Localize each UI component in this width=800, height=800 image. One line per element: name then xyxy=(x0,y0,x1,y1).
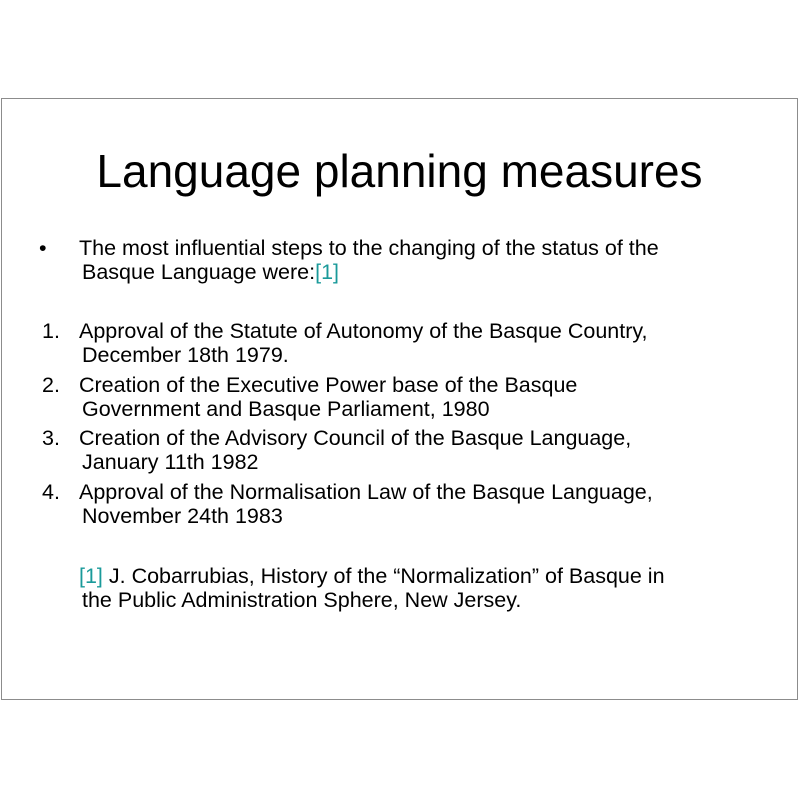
list-item-number: 1. xyxy=(42,319,60,343)
footnote-line-1: J. Cobarrubias, History of the “Normalization” of Basque in xyxy=(102,564,665,588)
intro-text xyxy=(79,236,779,284)
list-item-line-1: Approval of the Statute of Autonomy of the Basque Country, xyxy=(79,319,648,343)
list-item-line-2: December 18th 1979. xyxy=(82,343,289,367)
list-item-line-2: November 24th 1983 xyxy=(82,504,283,528)
slide-title: Language planning measures xyxy=(96,145,703,197)
list-item-text xyxy=(79,319,779,367)
list-item-number: 2. xyxy=(42,373,60,397)
list-item-text xyxy=(79,480,779,528)
footnote-line-2: the Public Administration Sphere, New Jersey. xyxy=(82,588,522,612)
intro-line-2-wrap xyxy=(79,260,779,284)
footnote-reference-link[interactable]: [1] xyxy=(79,564,103,588)
slide xyxy=(1,98,798,700)
list-item-line-1: Approval of the Normalisation Law of the Basque Language, xyxy=(79,480,653,504)
intro-line-1: The most influential steps to the changing of the status of the xyxy=(79,236,659,260)
bullet-marker: • xyxy=(39,236,47,260)
list-item-line-1: Creation of the Executive Power base of the Basque xyxy=(79,373,578,397)
intro-line-2: Basque Language were: xyxy=(82,260,316,284)
list-item-number: 4. xyxy=(42,480,60,504)
list-item-number: 3. xyxy=(42,426,60,450)
list-item-text xyxy=(79,373,779,421)
intro-reference-link[interactable]: [1] xyxy=(315,260,340,284)
list-item-text xyxy=(79,426,779,474)
list-item-line-1: Creation of the Advisory Council of the Basque Language, xyxy=(79,426,632,450)
list-item-line-2: January 11th 1982 xyxy=(82,450,259,474)
list-item-line-2: Government and Basque Parliament, 1980 xyxy=(82,397,490,421)
footnote xyxy=(79,564,779,612)
